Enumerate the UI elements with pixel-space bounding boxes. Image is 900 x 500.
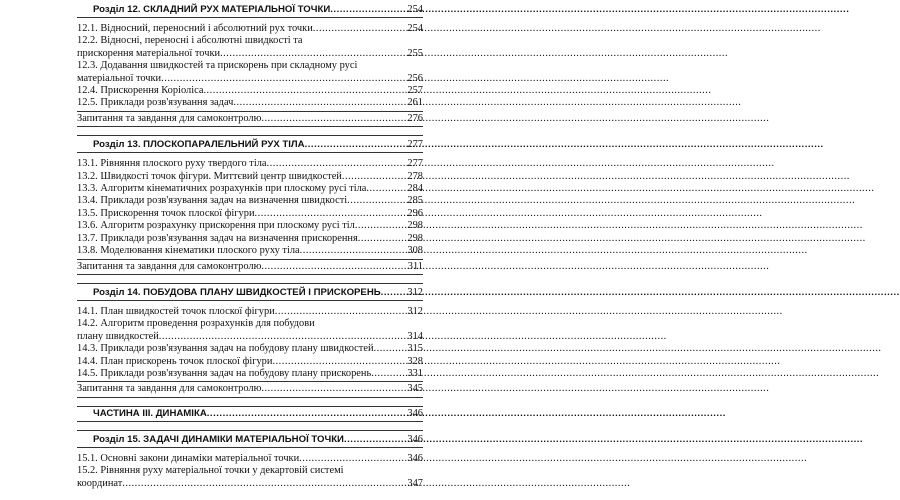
- toc-entry[interactable]: 15.1. Основні закони динаміки матеріальної точки ..... 346: [77, 453, 423, 465]
- toc-entry[interactable]: 13.7. Приклади розв'язування задач на визначення прискорення ..... 298: [77, 233, 423, 245]
- page-number: 346: [407, 433, 423, 445]
- section-heading[interactable]: [77, 433, 423, 448]
- toc-entry[interactable]: 13.4. Приклади розв'язування задач на визначення швидкості ..... 285: [77, 195, 423, 207]
- toc-entry[interactable]: 12.4. Прискорення Коріоліса ..... 257: [77, 85, 423, 97]
- section-title: Розділ 12. СКЛАДНИЙ РУХ МАТЕРІАЛЬНОЇ ТОЧКИ: [93, 3, 331, 15]
- toc-entry[interactable]: 12.2. Відносні, переносні і абсолютні швидкості та прискорення матеріальної точки ..... 255: [77, 35, 423, 60]
- section-15: [77, 430, 423, 491]
- toc-entry[interactable]: 13.3. Алгоритм кінематичних розрахунків при плоскому русі тіла ..... 284: [77, 183, 423, 195]
- page-number: 277: [407, 139, 423, 151]
- toc-entry[interactable]: 13.6. Алгоритм розрахунку прискорення при плоскому русі тіл ..... 298: [77, 220, 423, 232]
- self-control-questions-entry[interactable]: Запитання та завдання для самоконтролю ..... 345: [77, 381, 423, 395]
- toc-entry[interactable]: 13.8. Моделювання кінематики плоского руху тіла ..... 308: [77, 245, 423, 257]
- section-title: Розділ 13. ПЛОСКОПАРАЛЕЛЬНИЙ РУХ ТІЛА: [93, 139, 305, 151]
- table-of-contents: [77, 0, 423, 499]
- toc-entry[interactable]: 14.4. План прискорень точок плоскої фігури ..... 328: [77, 356, 423, 368]
- section-14: [77, 283, 423, 398]
- toc-entry[interactable]: 12.3. Додавання швидкостей та прискорень при складному русі матеріальної точки ..... 256: [77, 60, 423, 85]
- section-title: Розділ 15. ЗАДАЧІ ДИНАМІКИ МАТЕРІАЛЬНОЇ ТОЧКИ: [93, 433, 344, 445]
- toc-entry[interactable]: 13.2. Швидкості точок фігури. Миттєвий центр швидкостей ..... 278: [77, 171, 423, 183]
- self-control-questions-entry[interactable]: Запитання та завдання для самоконтролю ..... 311: [77, 259, 423, 273]
- section-12: [77, 1, 423, 127]
- section-heading[interactable]: [77, 3, 423, 18]
- toc-entry[interactable]: 14.5. Приклади розв'язування задач на побудову плану прискорень ..... 331: [77, 368, 423, 380]
- toc-entry[interactable]: 12.5. Приклади розв'язування задач ..... 261: [77, 97, 423, 109]
- toc-entry[interactable]: 14.3. Приклади розв'язування задач на побудову плану швидкостей ..... 315: [77, 343, 423, 355]
- toc-entry[interactable]: 15.2. Рівняння руху матеріальної точки у декартовій системі координат ..... 347: [77, 465, 423, 490]
- toc-entry[interactable]: 14.1. План швидкостей точок плоскої фігури ..... 312: [77, 306, 423, 318]
- toc-entry[interactable]: 12.1. Відносний, переносний і абсолютний рух точки ..... 254: [77, 23, 423, 35]
- part-title: ЧАСТИНА ІІІ. ДИНАМІКА: [93, 407, 207, 419]
- toc-entry[interactable]: 14.2. Алгоритм проведення розрахунків для побудови плану швидкостей ..... 314: [77, 318, 423, 343]
- part-heading[interactable]: [77, 406, 423, 422]
- section-heading[interactable]: [77, 138, 423, 153]
- toc-entry[interactable]: 13.1. Рівняння плоского руху твердого тіла ..... 277: [77, 158, 423, 170]
- section-13: [77, 135, 423, 275]
- toc-entry[interactable]: 13.5. Прискорення точок плоскої фігури ..... 296: [77, 208, 423, 220]
- page-number: 346: [407, 407, 423, 419]
- section-heading[interactable]: [77, 286, 423, 301]
- section-title: Розділ 14. ПОБУДОВА ПЛАНУ ШВИДКОСТЕЙ І ПРИСКОРЕНЬ: [93, 286, 381, 298]
- page-number: 254: [407, 3, 423, 15]
- page-number: 312: [407, 286, 423, 298]
- self-control-questions-entry[interactable]: Запитання та завдання для самоконтролю ..... 276: [77, 111, 423, 125]
